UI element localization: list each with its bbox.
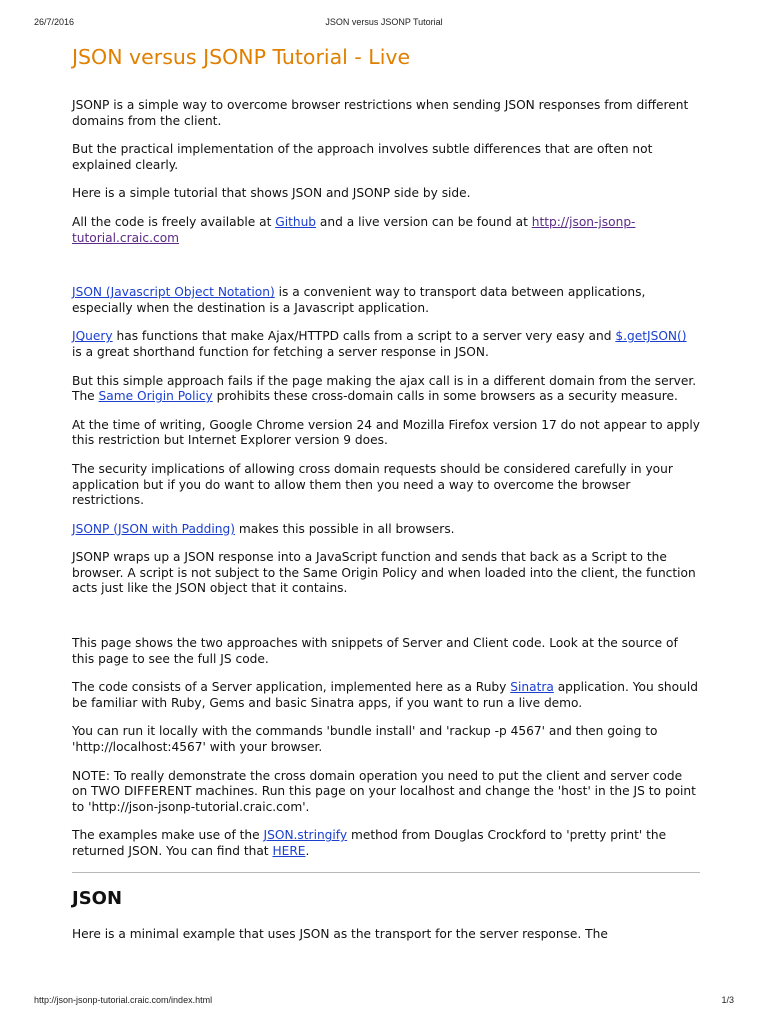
json-paragraph-2: JQuery has functions that make Ajax/HTTPD calls from a script to a server very easy and $.getJSON() is a great shorthand function for fetching a server response in JSON. <box>72 329 687 359</box>
page-paragraph-2: The code consists of a Server application, implemented here as a Ruby Sinatra application. You should be familiar with Ruby, Gems and basic Sinatra apps, if you want to run a live demo. <box>72 680 698 710</box>
json-paragraph-6: JSONP (JSON with Padding) makes this possible in all browsers. <box>72 521 455 536</box>
intro-paragraph-4: All the code is freely available at Github and a live version can be found at http://json-jsonp-tutorial.craic.com <box>72 214 636 245</box>
page-number: 1/3 <box>721 995 734 1005</box>
page-paragraph-3: You can run it locally with the commands 'bundle install' and 'rackup -p 4567' and then going to 'http://localhost:4567' with your browser. <box>72 724 658 755</box>
jquery-link[interactable]: JQuery <box>72 329 113 344</box>
intro-paragraph-2: But the practical implementation of the approach involves subtle differences that are often not explained clearly. <box>72 142 653 172</box>
json-paragraph-3: But this simple approach fails if the page making the ajax call is in a different domain from the server. The Same Origin Policy prohibits these cross-domain calls in some browsers as a security measure. <box>72 373 697 404</box>
page-title: JSON versus JSONP Tutorial - Live <box>72 45 411 69</box>
getjson-link[interactable]: $.getJSON() <box>615 329 687 344</box>
print-footer <box>34 995 734 1007</box>
print-date: 26/7/2016 <box>34 17 75 27</box>
json-paragraph-1: JSON (Javascript Object Notation) is a convenient way to transport data between applications, especially when the destination is a Javascript application. <box>72 285 646 315</box>
intro-paragraph-3: Here is a simple tutorial that shows JSON and JSONP side by side. <box>72 186 471 201</box>
print-header <box>34 17 734 29</box>
page-paragraph-1: This page shows the two approaches with snippets of Server and Client code. Look at the source of this page to see the full JS code. <box>72 636 678 666</box>
github-link[interactable]: Github <box>275 214 317 229</box>
json-intro-paragraph: Here is a minimal example that uses JSON as the transport for the server response. The <box>72 926 608 941</box>
json-paragraph-7: JSONP wraps up a JSON response into a JavaScript function and sends that back as a Script to the browser. A script is not subject to the Same Origin Policy and when loaded into the client, the function acts just like the JSON object that it contains. <box>72 550 696 596</box>
page-paragraph-4: NOTE: To really demonstrate the cross domain operation you need to put the client and server code on TWO DIFFERENT machines. Run this page on your localhost and change the 'host' in the JS to point to 'http://json-jsonp-tutorial.craic.com'. <box>72 768 696 814</box>
json-paragraph-5: The security implications of allowing cross domain requests should be considered carefully in your application but if you do want to allow them then you need a way to overcome the browser restrictions. <box>72 461 673 508</box>
sinatra-link[interactable]: Sinatra <box>510 680 554 695</box>
page-paragraph-5: The examples make use of the JSON.stringify method from Douglas Crockford to 'pretty print' the returned JSON. You can find that HERE. <box>72 828 667 858</box>
json-paragraph-4: At the time of writing, Google Chrome version 24 and Mozilla Firefox version 17 do not appear to apply this restriction but Internet Explorer version 9 does. <box>72 417 700 448</box>
print-title: JSON versus JSONP Tutorial <box>325 17 443 27</box>
jsonp-padding-link[interactable]: JSONP (JSON with Padding) <box>72 521 236 536</box>
json-notation-link[interactable]: JSON (Javascript Object Notation) <box>72 285 275 300</box>
document-body <box>72 44 700 942</box>
json-stringify-link[interactable]: JSON.stringify <box>263 828 348 843</box>
same-origin-policy-link[interactable]: Same Origin Policy <box>98 389 213 404</box>
intro-paragraph-1: JSONP is a simple way to overcome browser restrictions when sending JSON responses from different domains from the client. <box>72 98 689 128</box>
print-url: http://json-jsonp-tutorial.craic.com/index.html <box>34 995 213 1005</box>
live-version-link[interactable]: http://json-jsonp-tutorial.craic.com <box>72 214 636 245</box>
json-heading: JSON <box>72 887 123 909</box>
here-link[interactable]: HERE <box>272 844 306 858</box>
